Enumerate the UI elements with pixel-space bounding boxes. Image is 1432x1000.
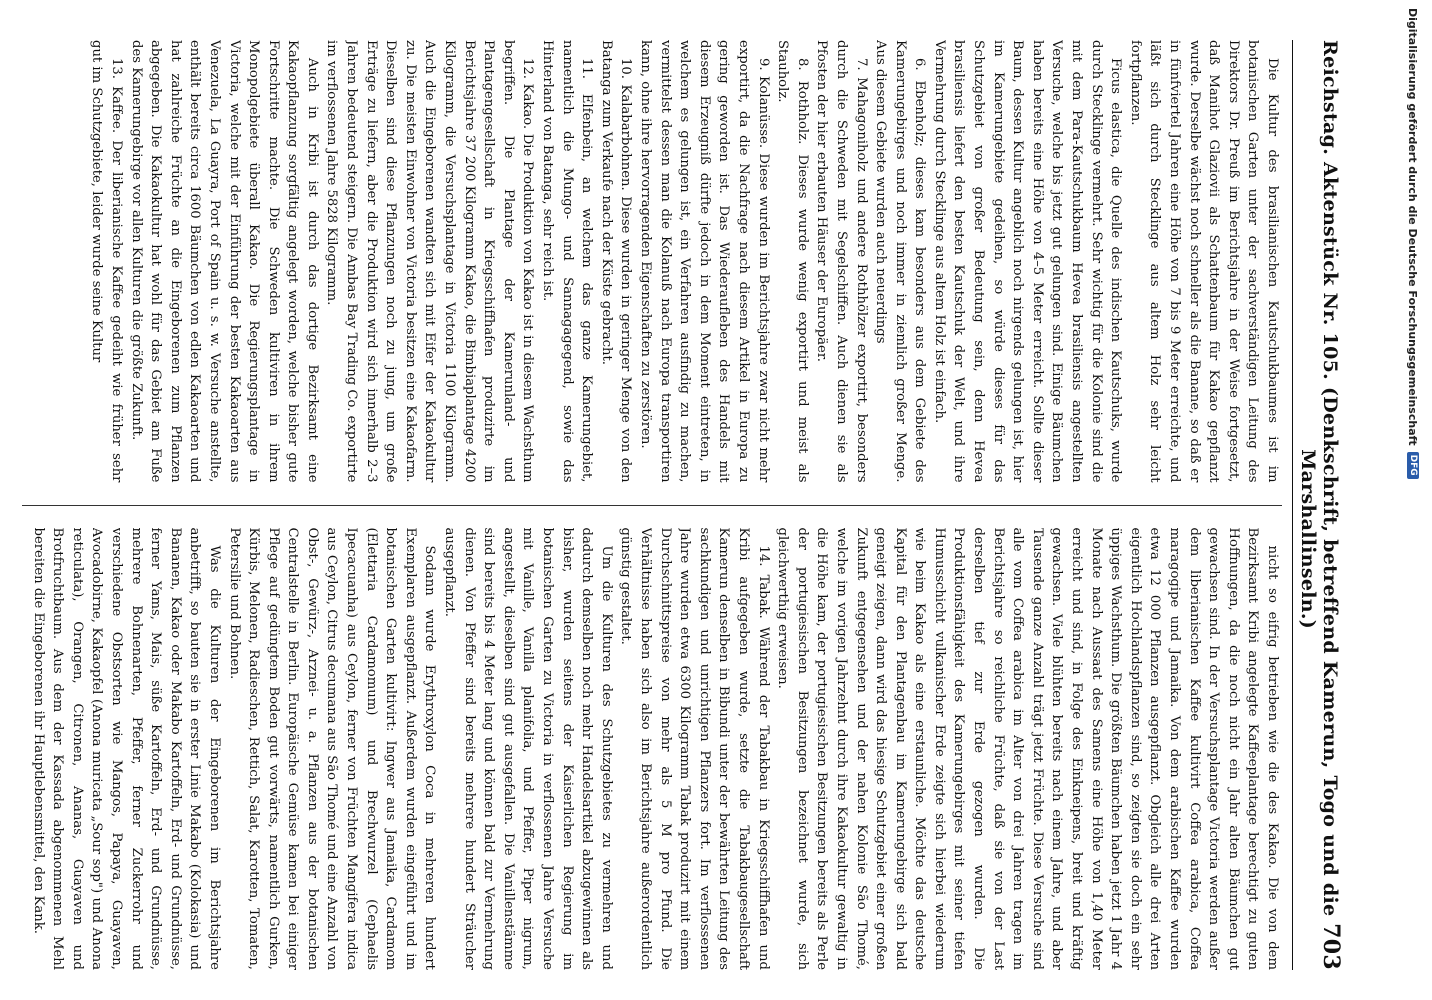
text-columns xyxy=(22,40,1282,970)
paragraph: 14. Tabak. Während der Tabakbau in Kriegsschiffhafen und Kribi aufgegeben wurde, setzte die Tabakbaugesellschaft Kamerun denselben in Bibundi unter der bewährten Leitung des sachkundigen und unrichtigen Pflanzers fort. Im verflossenen Jahre wurden etwa 6300 Kilogramm Tabak produzirt mit einem Durchschnittspreise von mehr als 5 M pro Pfund. Die Verhältnisse haben sich also im Berichtsjahre außerordentlich günstig gestaltet. xyxy=(618,527,771,970)
paragraph: nicht so eifrig betrieben wie die des Kakao. Die von dem Bezirksamt Kribi angelegte Kaffeeplantage berechtigt zu guten Hoffnungen, da die noch nicht ein Jahr alten Bäumchen gut gewachsen sind. In der Versuchsplantage Victoria werden außer dem liberianischen Kaffee kultivirt Coffea arabica, Coffea maragogipe und Jamaika. Von dem arabischen Kaffee wurden etwa 12 000 Pflanzen ausgepflanzt. Obgleich alle drei Arten eigentlich Hochlandspflanzen sind, so zeigten sie doch ein sehr üppiges Wachsthum. Die größten Bäumchen haben jetzt 1 Jahr 4 Monate nach Aussaat des Samens eine Höhe von 1,40 Meter erreicht und sind, in Folge des Einkneipens, breit und kräftig gewachsen. Viele blühten bereits nach einem Jahre, und aber Tausende ganze Anzahl trägt jetzt Früchte. Diese Versuche sind alle vom Coffea arabica im Alter von drei Jahren tragen im Berichtsjahre so reichliche Früchte, daß sie von der Last derselben tief zur Erde gezogen wurden. Die Produktionsfähigkeit des Kamerungebirges mit seiner tiefen Humusschicht vulkanischer Erde zeigte sich hierbei wiederum wie beim Kakao als eine erstaunliche. Möchte das deutsche Kapital für den Plantagenbau im Kamerungebirge sich bald geneigt zeigen, dann wird das hiesige Schutzgebiet einer großen Zukunft entgegensehen und der nahen Kolonie São Thomé, welche im vorigen Jahrzehnt durch ihre Kakaokultur gewaltig in die Höhe kam, der portugiesischen Besitzungen bereits als Perle der portugiesischen Besitzungen bezeichnet wurde, sich gleichwerthig erweisen. xyxy=(775,527,1280,970)
paragraph: Ficus elastica, die Quelle des indischen Kautschuks, wurde durch Stecklinge vermehrt. Sehr wichtig für die Kolonie sind die mit dem Para-Kautschukbaum Hevea brasiliensis angestellten Versuche, welche bis jetzt gut gelungen sind. Einige Bäumchen haben bereits eine Höhe von 4–5 Meter erreicht. Sollte dieser Baum, dessen Kultur angeblich noch nirgends gelungen ist, hier im Kamerungebiete gedeihen, so würde dieses für das Schutzgebiet von großer Bedeutung sein, denn Hevea brasiliensis liefert den besten Kautschuk der Welt, und ihre Vermehrung durch Stecklinge aus altem Holz ist einfach. xyxy=(931,40,1124,483)
paragraph: Sodann wurde Erythroxylon Coca in mehreren hundert Exemplaren ausgepflanzt. Außerdem wurden eingeführt und im botanischen Garten kultivirt: Ingwer aus Jamaika, Cardamom (Elettaria Cardamomum) und Brechwurzel (Cephaelis Ipecacuanha) aus Ceylon, ferner von Früchten Mangifera indica aus Ceylon, Citrus decumana aus São Thomé und eine Anzahl von Obst-, Gewürz-, Arznei- u. a. Pflanzen aus der botanischen Centralstelle in Berlin. Europäische Gemüse kamen bei einiger Pflege auf gedüngtem Boden gut vorwärts, namentlich Gurken, Kürbis, Melonen, Radieschen, Rettich, Salat, Karotten, Tomaten, Petersilie und Bohnen. xyxy=(226,527,438,970)
right-column xyxy=(22,528,1282,971)
paragraph: 8. Rothholz. Dieses wurde wenig exportirt und meist als Stauholz. xyxy=(775,40,810,483)
paragraph: 9. Kolanüsse. Diese wurden im Berichtsjahre zwar nicht mehr exportirt, da die Nachfrage nach diesem Artikel in Europa zu gering geworden ist. Das Wiederaufleben des Handels mit diesem Erzeugniß dürfte jedoch in dem Moment eintreten, in welchem es gelungen ist, ein Verfahren ausfindig zu machen, vermittelst dessen man die Kolanuß nach Europa transportiren kann, ohne ihre hervorragenden Eigenschaften zu zerstören. xyxy=(638,40,771,483)
paragraph: 10. Kalabarbohnen. Diese wurden in geringer Menge von den Batanga zum Verkaufe nach der Küste gebracht. xyxy=(598,40,634,483)
paragraph: 12. Kakao. Die Produktion von Kakao ist in diesem Wachsthum begriffen. Die Plantage der Kamerunland- und Plantagengesellschaft in Kriegsschiffhafen produzirte im Berichtsjahre 37 200 Kilogramm Kakao, die Bimbiaplantage 4200 Kilogramm, die Versuchsplantage in Victoria 1100 Kilogramm. Auch die Eingeborenen wandten sich mit Eifer der Kakaokultur zu. Die meisten Einwohner von Victoria besitzen eine Kakaofarm. Dieselben sind diese Pflanzungen noch zu jung, um große Erträge zu liefern, aber die Produktion wird sich innerhalb 2–3 Jahren bedeutend steigern. Die Ambas Bay Trading Co. exportirte im verflossenen Jahre 5828 Kilogramm. xyxy=(324,40,536,483)
page-number: 703 xyxy=(1318,923,1344,970)
paragraph: Um die Kulturen des Schutzgebietes zu vermehren und dadurch demselben noch mehr Handelsartikel abzugewinnen als bisher, wurden seitens der Kaiserlichen Regierung im botanischen Garten zu Victoria in verflossenen Jahre Versuche mit Vanille, Vanilla planifolia, und Pfeffer, Piper nigrum, angestellt, dieselben sind gut ausgefallen. Die Vanillenstämme sind bereits bis 4 Meter lang und können bald zur Vermehrung dienen. Von Pfeffer sind bereits mehrere hundert Sträucher ausgepflanzt. xyxy=(442,527,614,970)
paragraph: Die Kultur des brasilianischen Kautschukbaumes ist im botanischen Garten unter der sachverständigen Leitung des Direktors Dr. Preuß im Berichtsjahre in der Weise fortgesetzt, daß Manihot Glaziovii als Schattenbaum für Kakao gepflanzt wurde. Derselbe wächst noch schneller als die Banane, so daß er in fünfviertel Jahren eine Höhe von 7 bis 9 Meter erreichte, und läßt sich durch Stecklinge aus altem Holz sehr leicht fortpflanzen. xyxy=(1127,40,1280,483)
left-column xyxy=(22,40,1282,483)
paragraph: 13. Kaffee. Der liberianische Kaffee gedeiht wie früher sehr gut im Schutzgebiete, leider wurde seine Kultur xyxy=(89,40,124,483)
paragraph: Was die Kulturen der Eingeborenen im Berichtsjahre anbetrifft, so bauten sie in erster Linie Makabo (Kolokasia) und Bananen, Kakao oder Makabo Kartoffeln, Erd- und Grundnüsse, ferner Yams, Mais, süße Kartoffeln, Erd- und Grundnüsse, mehrere Bohnenarten, Pfeffer, ferner Zuckerrohr und verschiedene Obstsorten wie Mangos, Papaya, Guayaven, Avocadobirne, Kakaopfel (Anona muricata „Sour sop") und Anona reticulata), Orangen, Citronen, Ananas, Guayaven und Brotfruchtbaum. Aus dem der Kassada abgenommenen Mehl bereiten die Eingeborenen ihr Hauptlebensmittel, den Kank. xyxy=(30,527,222,970)
paragraph: Auch in Kribi ist durch das dortige Bezirksamt eine Kakaopflanzung sorgfältig angelegt worden, welche bisher gute Fortschritte machte. Die Schweden kultiviren in ihrem Monopolgebiete überall Kakao. Die Regierungsplantage in Victoria, welche mit der Einführung der besten Kakaoarten aus Venezuela, La Guayra, Port of Spain u. s. w. Versuche anstellte, enthält bereits circa 1600 Bäumchen von edlen Kakaoarten und hat zahlreiche Früchte an die Eingeborenen zum Pflanzen abgegeben. Die Kakaokultur hat wohl für das Gebiet am Fuße des Kamerungebirge vor allen Kulturen die größte Zukunft. xyxy=(128,40,320,483)
paragraph: 7. Mahagoniholz und andere Rothhölzer exportirt, besonders durch die Schweden mit Segelschiffen. Auch dienen sie als Pfosten der hier erbauten Häuser der Europäer. xyxy=(814,40,869,483)
column-divider xyxy=(22,505,1282,506)
digitization-sidebar xyxy=(1400,0,1426,1000)
digitization-note-text: Digitalisierung gefördert durch die Deutsche Forschungsgemeinschaft xyxy=(1406,8,1420,446)
page-header xyxy=(1292,40,1344,970)
dfg-logo: DFG xyxy=(1407,452,1419,479)
digitization-note xyxy=(1400,0,1426,1000)
paragraph: 11. Elfenbein, an welchem das ganze Kamerungebiet, namentlich die Mungo- und Sannagagegend, sowie das Hinterland von Batanga, sehr reich ist. xyxy=(540,40,595,483)
header-center-title: Aktenstück Nr. 105. (Denkschrift, betreffend Kamerun, Togo und die Marshallinseln.) xyxy=(1297,161,1341,917)
header-left-title: Reichstag. xyxy=(1319,40,1341,156)
paragraph: 6. Ebenholz; dieses kam besonders aus dem Gebiete des Kamerungebirges und noch immer in ziemlich großer Menge. Aus diesem Gebiete wurden auch neuerdings xyxy=(873,40,928,483)
